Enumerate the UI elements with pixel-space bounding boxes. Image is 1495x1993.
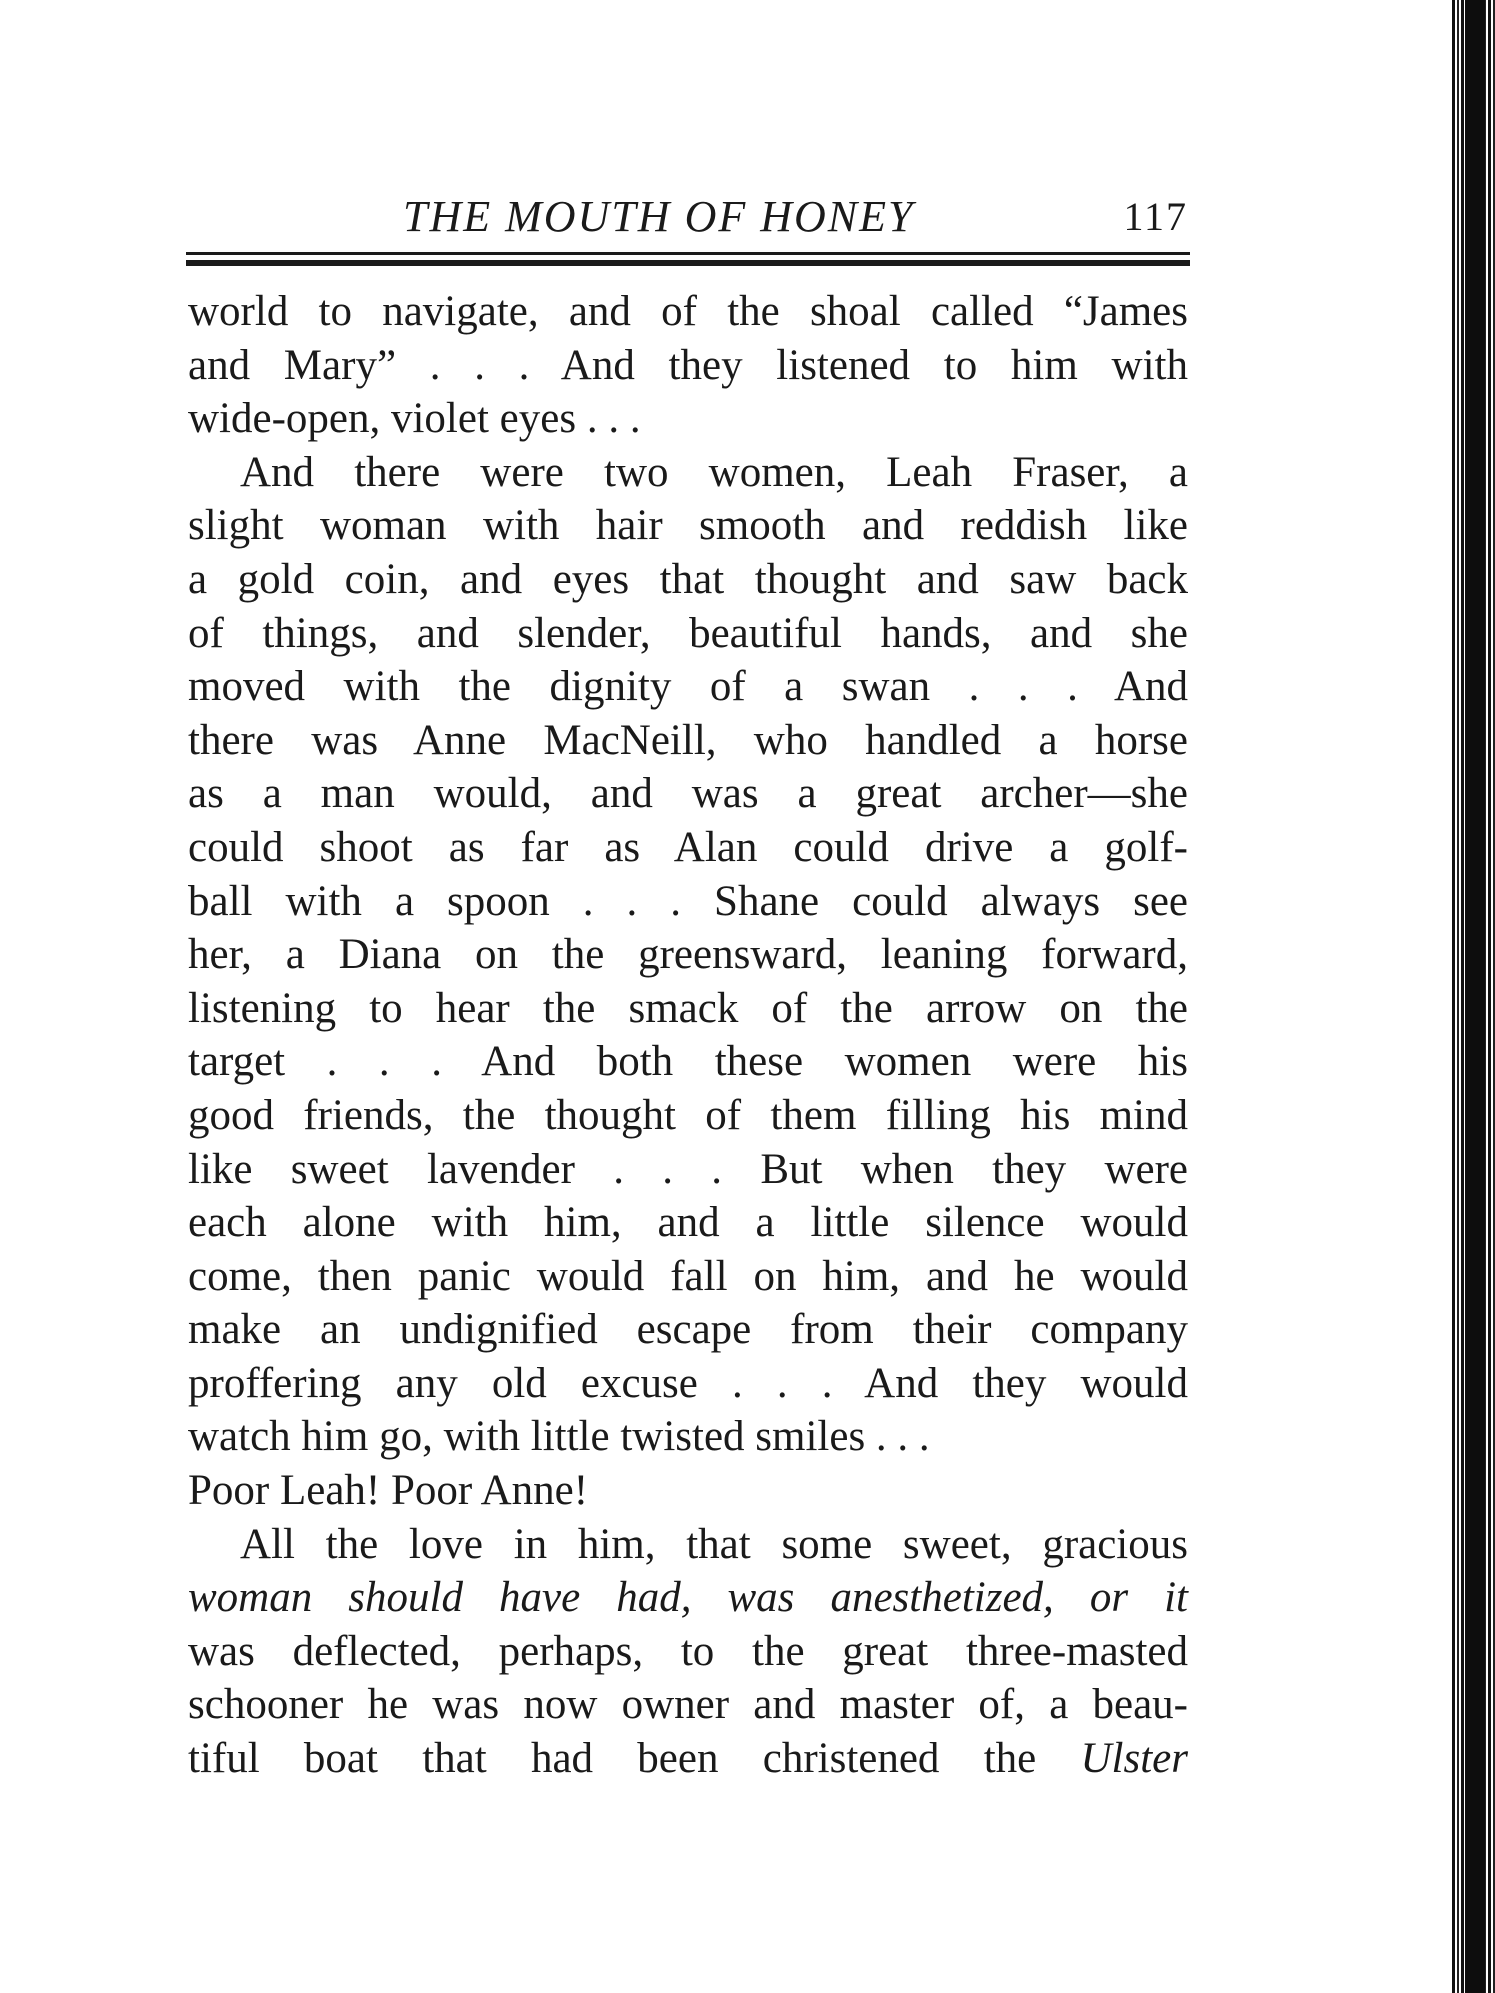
- text-line: wide-open, violet eyes . . .: [188, 395, 641, 443]
- text-line: watch him go, with little twisted smiles . . .: [188, 1413, 930, 1461]
- header-rule-thick: [186, 260, 1190, 266]
- text-line: there was Anne MacNeill, who handled a horse: [188, 716, 1188, 764]
- text-line: was deflected, perhaps, to the great three-masted: [188, 1627, 1188, 1675]
- text-line: make an undignified escape from their company: [188, 1306, 1188, 1354]
- text-line: her, a Diana on the greensward, leaning forward,: [188, 931, 1188, 979]
- text-line: world to navigate, and of the shoal called “James: [188, 288, 1188, 335]
- text-line: [188, 1732, 1188, 1786]
- text-line: could shoot as far as Alan could drive a golf-: [188, 823, 1188, 871]
- text-line: target . . . And both these women were his: [188, 1038, 1188, 1086]
- text-line: proffering any old excuse . . . And they would: [188, 1359, 1188, 1407]
- header-rule-thin: [186, 252, 1190, 255]
- text-line: and Mary” . . . And they listened to him with: [188, 341, 1188, 389]
- ship-name: Ulster: [1080, 1735, 1188, 1783]
- text-line: like sweet lavender . . . But when they were: [188, 1145, 1188, 1193]
- text-line: good friends, the thought of them filling his mind: [188, 1091, 1188, 1139]
- text-line: each alone with him, and a little silence would: [188, 1199, 1188, 1247]
- text-line: of things, and slender, beautiful hands, and she: [188, 609, 1188, 657]
- page-edge-shadow: [1465, 0, 1485, 1993]
- text-line: moved with the dignity of a swan . . . And: [188, 663, 1188, 711]
- text-line: as a man would, and was a great archer—she: [188, 770, 1188, 818]
- paragraph-start-line: And there were two women, Leah Fraser, a: [240, 448, 1188, 496]
- body-text: [188, 285, 1188, 1786]
- line-text: tiful boat that had been christened the: [188, 1735, 1037, 1783]
- text-line: a gold coin, and eyes that thought and saw back: [188, 555, 1188, 603]
- text-line: schooner he was now owner and master of, a beau-: [188, 1681, 1188, 1729]
- text-line: come, then panic would fall on him, and he would: [188, 1252, 1188, 1300]
- running-head: [188, 188, 1188, 246]
- text-line: slight woman with hair smooth and reddish like: [188, 502, 1188, 550]
- paragraph-start-line: All the love in him, that some sweet, gracious: [240, 1520, 1188, 1568]
- text-line: woman should have had, was anesthetized, or it: [188, 1574, 1188, 1622]
- text-line: ball with a spoon . . . Shane could always see: [188, 877, 1188, 925]
- page-number: 117: [1123, 194, 1188, 239]
- text-line: listening to hear the smack of the arrow on the: [188, 984, 1188, 1032]
- running-title: THE MOUTH OF HONEY: [403, 192, 915, 241]
- text-line: Poor Leah! Poor Anne!: [188, 1467, 589, 1515]
